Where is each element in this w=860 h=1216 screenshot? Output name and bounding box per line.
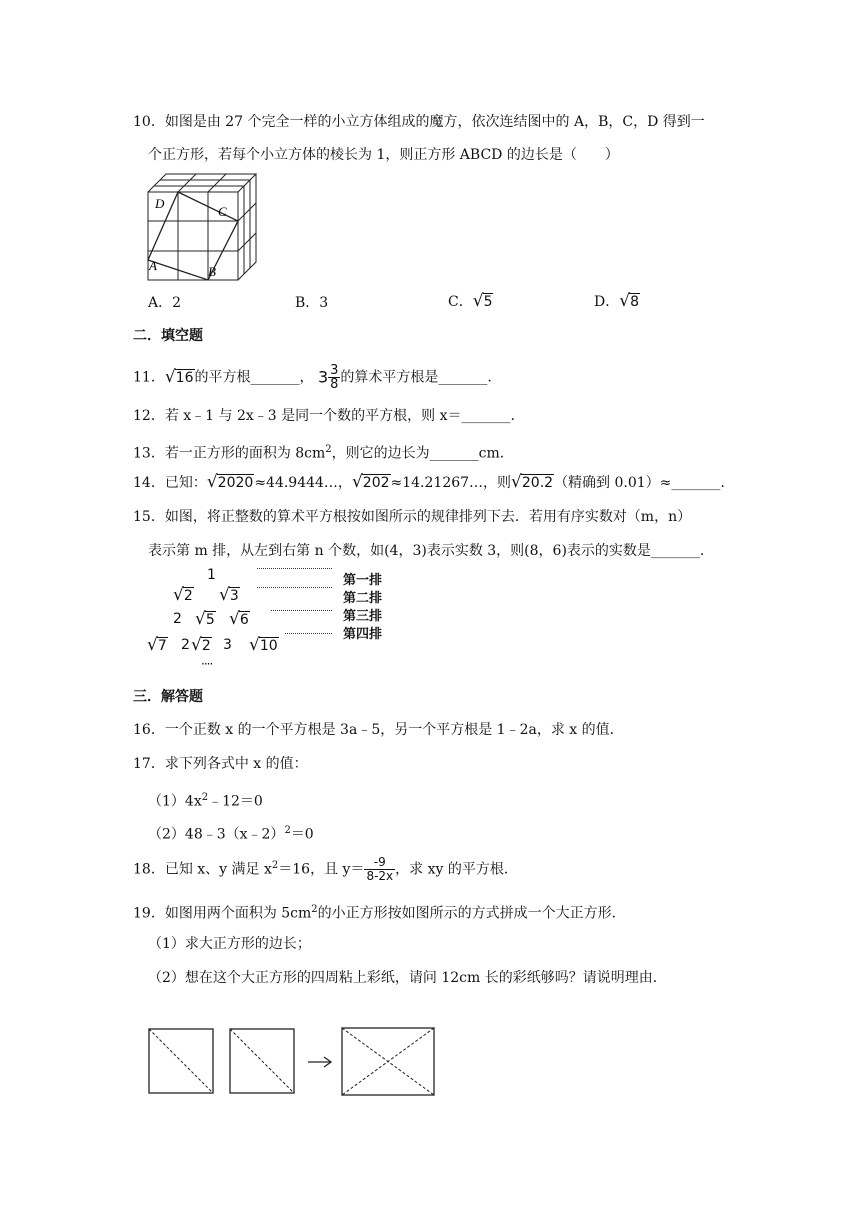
- q15-line1: 15．如图，将正整数的算术平方根按如图所示的规律排列下去．若用有序实数对（m，n）: [133, 509, 692, 525]
- q17-part2: （2）48﹣3（x﹣2）$^2$＝0: [148, 825, 314, 843]
- q11: 11．√16的平方根_______， 3 $\frac{3}{8}$ 的算术平方根是_______.: [133, 363, 492, 392]
- row-label-3: 第三排: [343, 609, 383, 624]
- q16: 16．一个正数 x 的一个平方根是 3a﹣5，另一个平方根是 1﹣2a，求 x 的值．: [133, 722, 624, 738]
- sqrt-arrangement-figure: 1 √2 √3 2 √5 √6 √7 2 √2 3 √10 ···· 第一排 第二排 第三排 第四排: [147, 567, 383, 671]
- fig-label-d: D: [155, 196, 165, 211]
- rubiks-cube-figure: [140, 170, 260, 285]
- q19-part2: （2）想在这个大正方形的四周粘上彩纸，请问 12cm 长的彩纸够吗？请说明理由．: [148, 970, 667, 986]
- q10-line2: 个正方形，若每个小立方体的棱长为 1，则正方形 ABCD 的边长是（ ）: [148, 147, 619, 163]
- q10-option-c: C．√5: [448, 291, 493, 311]
- q10-option-a: A．2: [148, 295, 182, 311]
- fig-label-b: B: [208, 264, 216, 279]
- fig-label-c: C: [218, 204, 227, 219]
- q19: 19．如图用两个面积为 $5cm^2$的小正方形按如图所示的方式拼成一个大正方形．: [133, 904, 626, 922]
- q14: 14．已知：√2020≈44.9444…，√202≈14.21267…，则√20.2（精确到 0.01）≈_______.: [133, 472, 725, 492]
- q10-line1: 10．如图是由 27 个完全一样的小立方体组成的魔方，依次连结图中的 A，B，C，D 得到一: [133, 114, 705, 130]
- q17: 17．求下列各式中 x 的值：: [133, 756, 308, 772]
- q19-part1: （1）求大正方形的边长；: [148, 936, 311, 952]
- q13: 13．若一正方形的面积为 $8cm^2$，则它的边长为_______cm.: [133, 444, 505, 462]
- squares-figure: [145, 1025, 445, 1100]
- row-label-2: 第二排: [343, 591, 383, 606]
- row-label-1: 第一排: [343, 573, 383, 588]
- q12: 12．若 x﹣1 与 2x﹣3 是同一个数的平方根，则 x＝_______.: [133, 408, 515, 424]
- section-answer-title: 三．解答题: [133, 689, 203, 705]
- q17-part1: $(1)4x^2﹣12=0$: [148, 792, 263, 810]
- q15-line2: 表示第 m 排，从左到右第 n 个数，如(4，3)表示实数 3，则(8，6)表示的实数是_______.: [148, 543, 705, 559]
- fig-label-a: A: [149, 258, 157, 273]
- row-label-4: 第四排: [343, 627, 383, 642]
- section-fill-in-title: 二．填空题: [133, 328, 203, 344]
- q10-option-d: D．√8: [594, 291, 639, 311]
- q18: 18．已知 x、y 满足 $x^2=16$，且 y＝ $\frac{-9}{8-2x}$ ，求 xy 的平方根．: [133, 855, 518, 884]
- q10-option-b: B．3: [295, 295, 329, 311]
